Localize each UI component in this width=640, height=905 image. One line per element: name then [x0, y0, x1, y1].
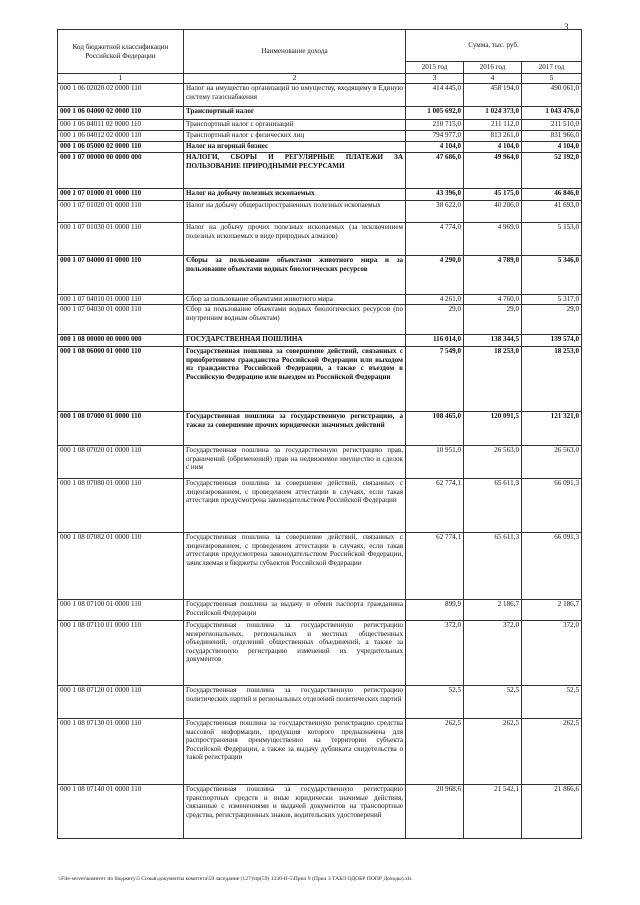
row-name: Государственная пошлина за совершение действий, связанных с лицензированием, с проведением аттестации в случаях, если такая аттестация предусмотрена законодательством Российской Федерации, зачисляемая в бюджеты субъектов Российской Федерации: [184, 533, 406, 600]
table-row: [58, 533, 582, 600]
header-name: Наименование дохода: [184, 30, 406, 74]
row-code: 000 1 07 01000 01 0000 110: [58, 189, 184, 201]
row-code: 000 1 06 04012 02 0000 110: [58, 131, 184, 142]
row-value-2015: 794 977,0: [406, 131, 464, 142]
row-value-2015: 38 622,0: [406, 201, 464, 223]
table-row: [58, 446, 582, 479]
row-value-2016: 262,5: [464, 719, 522, 785]
table-row: [58, 785, 582, 839]
row-code: 000 1 08 00000 00 0000 000: [58, 335, 184, 347]
row-name: ГОСУДАРСТВЕННАЯ ПОШЛИНА: [184, 335, 406, 347]
row-value-2015: 62 774,1: [406, 479, 464, 533]
header-year-2015: 2015 год: [406, 62, 464, 74]
row-name: Государственная пошлина за совершение действий, связанных с лицензированием, с проведением аттестации в случаях, если такая аттестация предусмотрена законодательством Российской Федерации: [184, 479, 406, 533]
row-name: Государственная пошлина за государственную регистрацию транспортных средств и иные юридически значимые действия, связанные с изменениями и выдачей документов на транспортные средства, регистрационных знаков, водительских удостоверений: [184, 785, 406, 839]
column-index: 3: [406, 74, 464, 84]
row-name: Государственная пошлина за выдачу и обмен паспорта гражданина Российской Федерации: [184, 600, 406, 621]
row-value-2017: 66 091,3: [522, 533, 582, 600]
row-value-2015: 47 686,0: [406, 153, 464, 189]
row-value-2016: 211 112,0: [464, 120, 522, 131]
row-value-2017: 18 253,0: [522, 347, 582, 412]
row-value-2017: 121 321,0: [522, 412, 582, 446]
row-name: Налог на добычу полезных ископаемых: [184, 189, 406, 201]
row-value-2015: 62 774,1: [406, 533, 464, 600]
row-code: 000 1 08 07082 01 0000 110: [58, 533, 184, 600]
row-value-2015: 372,0: [406, 621, 464, 686]
row-value-2016: 4 969,0: [464, 223, 522, 256]
header-code: Код бюджетной классификации Российской Федерации: [58, 30, 184, 74]
table-row: [58, 621, 582, 686]
row-name: Транспортный налог с организаций: [184, 120, 406, 131]
row-value-2016: 29,0: [464, 305, 522, 335]
row-code: 000 1 08 07120 01 0000 110: [58, 686, 184, 719]
row-value-2017: 831 966,0: [522, 131, 582, 142]
row-name: НАЛОГИ, СБОРЫ И РЕГУЛЯРНЫЕ ПЛАТЕЖИ ЗА ПОЛЬЗОВАНИЕ ПРИРОДНЫМИ РЕСУРСАМИ: [184, 153, 406, 189]
table-row: [58, 347, 582, 412]
row-value-2015: 1 005 692,0: [406, 107, 464, 120]
row-code: 000 1 07 01020 01 0000 110: [58, 201, 184, 223]
row-value-2016: 813 261,0: [464, 131, 522, 142]
table-row: [58, 131, 582, 142]
row-value-2016: 4 104,0: [464, 142, 522, 153]
row-value-2017: 5 317,0: [522, 295, 582, 305]
row-value-2015: 4 261,0: [406, 295, 464, 305]
row-value-2015: 116 014,0: [406, 335, 464, 347]
row-value-2017: 211 510,0: [522, 120, 582, 131]
row-value-2017: 2 186,7: [522, 600, 582, 621]
row-code: 000 1 08 07140 01 0000 110: [58, 785, 184, 839]
table-row: [58, 223, 582, 256]
row-value-2016: 40 206,0: [464, 201, 522, 223]
revenue-table: [57, 29, 582, 839]
row-value-2017: 490 061,0: [522, 84, 582, 107]
row-value-2017: 5 153,0: [522, 223, 582, 256]
table-row: [58, 686, 582, 719]
row-value-2017: 5 346,0: [522, 256, 582, 295]
row-value-2015: 210 715,0: [406, 120, 464, 131]
row-value-2015: 414 445,0: [406, 84, 464, 107]
row-value-2016: 21 542,1: [464, 785, 522, 839]
row-value-2016: 18 253,0: [464, 347, 522, 412]
row-value-2015: 43 396,0: [406, 189, 464, 201]
row-code: 000 1 06 04011 02 0000 110: [58, 120, 184, 131]
header-sum: Сумма, тыс. руб.: [406, 30, 582, 62]
row-value-2017: 21 866,6: [522, 785, 582, 839]
row-code: 000 1 08 06000 01 0000 110: [58, 347, 184, 412]
row-value-2017: 262,5: [522, 719, 582, 785]
row-value-2016: 26 563,0: [464, 446, 522, 479]
row-value-2015: 899,9: [406, 600, 464, 621]
row-value-2016: 372,0: [464, 621, 522, 686]
table-row: [58, 305, 582, 335]
row-code: 000 1 07 00000 00 0000 000: [58, 153, 184, 189]
row-value-2015: 7 549,0: [406, 347, 464, 412]
row-code: 000 1 08 07020 01 0000 110: [58, 446, 184, 479]
row-value-2016: 49 964,0: [464, 153, 522, 189]
column-index: 4: [464, 74, 522, 84]
row-code: 000 1 08 07110 01 0000 110: [58, 621, 184, 686]
row-name: Транспортный налог: [184, 107, 406, 120]
row-value-2017: 46 846,0: [522, 189, 582, 201]
row-value-2017: 372,0: [522, 621, 582, 686]
row-name: Налог на добычу общераспространенных полезных ископаемых: [184, 201, 406, 223]
row-code: 000 1 06 02020 02 0000 110: [58, 84, 184, 107]
column-index: 1: [58, 74, 184, 84]
row-code: 000 1 08 07080 01 0000 110: [58, 479, 184, 533]
row-value-2016: 1 024 373,0: [464, 107, 522, 120]
row-value-2016: 4 760,0: [464, 295, 522, 305]
row-name: Сбор за пользование объектами животного мира: [184, 295, 406, 305]
table-row: [58, 84, 582, 107]
row-name: Государственная пошлина за государственную регистрацию политических партий и региональных отделений политических партий: [184, 686, 406, 719]
table-row: [58, 479, 582, 533]
table-row: [58, 189, 582, 201]
row-value-2015: 262,5: [406, 719, 464, 785]
row-value-2017: 52 192,0: [522, 153, 582, 189]
row-value-2015: 20 968,6: [406, 785, 464, 839]
row-value-2017: 66 091,3: [522, 479, 582, 533]
row-code: 000 1 07 04030 01 0000 110: [58, 305, 184, 335]
table-row: [58, 719, 582, 785]
row-value-2016: 52,5: [464, 686, 522, 719]
row-value-2016: 458 194,0: [464, 84, 522, 107]
row-code: 000 1 08 07100 01 0000 110: [58, 600, 184, 621]
row-code: 000 1 06 04000 02 0000 110: [58, 107, 184, 120]
row-value-2016: 65 611,3: [464, 533, 522, 600]
row-name: Государственная пошлина за государственную регистрацию, а также за совершение прочих юридически значимых действий: [184, 412, 406, 446]
table-row: [58, 412, 582, 446]
row-code: 000 1 08 07000 01 0000 110: [58, 412, 184, 446]
row-value-2016: 65 611,3: [464, 479, 522, 533]
row-name: Сборы за пользование объектами животного мира и за пользование объектами водных биологических ресурсов: [184, 256, 406, 295]
row-value-2015: 4 290,0: [406, 256, 464, 295]
table-row: [58, 201, 582, 223]
row-name: Государственная пошлина за государственную регистрацию прав, ограничений (обременений) прав на недвижимое имущество и сделок с ним: [184, 446, 406, 479]
row-code: 000 1 07 04000 01 0000 110: [58, 256, 184, 295]
row-value-2016: 45 175,0: [464, 189, 522, 201]
row-value-2015: 4 774,0: [406, 223, 464, 256]
row-name: Сбор за пользование объектами водных биологических ресурсов (по внутренним водным объектам): [184, 305, 406, 335]
row-name: Налог на игорный бизнес: [184, 142, 406, 153]
row-name: Транспортный налог с физических лиц: [184, 131, 406, 142]
column-index: 5: [522, 74, 582, 84]
row-value-2017: 52,5: [522, 686, 582, 719]
page-number: 3: [564, 22, 569, 32]
table-row: [58, 142, 582, 153]
header-year-2017: 2017 год: [522, 62, 582, 74]
file-path-footer: \\File-server\комитет по бюджету\5 Созыв\документы комитета\59 заседание (127)\пр(59) 1330-II-5\Прил 9 (Прил 3 ТАБЛ ОДОБР ПОПР Доходы).xls: [58, 876, 412, 882]
row-name: Государственная пошлина за государственную регистрацию межрегиональных, региональных и местных общественных объединений, отделений общественных объединений, а также за государственную регистрацию изменений их учредительных документов: [184, 621, 406, 686]
row-value-2016: 120 091,5: [464, 412, 522, 446]
row-value-2015: 29,0: [406, 305, 464, 335]
row-value-2015: 10 951,0: [406, 446, 464, 479]
header-year-2016: 2016 год: [464, 62, 522, 74]
row-value-2017: 26 563,0: [522, 446, 582, 479]
row-value-2016: 4 789,0: [464, 256, 522, 295]
table-row: [58, 120, 582, 131]
row-value-2016: 2 186,7: [464, 600, 522, 621]
row-value-2015: 108 465,0: [406, 412, 464, 446]
row-value-2017: 29,0: [522, 305, 582, 335]
row-value-2015: 4 104,0: [406, 142, 464, 153]
table-row: [58, 107, 582, 120]
table-row: [58, 335, 582, 347]
table-row: [58, 295, 582, 305]
table-row: [58, 600, 582, 621]
row-value-2016: 138 344,5: [464, 335, 522, 347]
row-name: Государственная пошлина за совершение действий, связанных с приобретением гражданства Российской Федерации или выходом из гражданства Российской Федерации, а также с въездом в Российскую Федерацию или выездом из Российской Федерации: [184, 347, 406, 412]
row-code: 000 1 07 01030 01 0000 110: [58, 223, 184, 256]
table-row: [58, 153, 582, 189]
row-value-2017: 1 043 476,0: [522, 107, 582, 120]
row-code: 000 1 08 07130 01 0000 110: [58, 719, 184, 785]
column-index: 2: [184, 74, 406, 84]
row-value-2017: 4 104,0: [522, 142, 582, 153]
row-name: Налог на имущество организаций по имуществу, входящему в Единую систему газоснабжения: [184, 84, 406, 107]
table-row: [58, 256, 582, 295]
row-code: 000 1 07 04010 01 0000 110: [58, 295, 184, 305]
row-code: 000 1 06 05000 02 0000 110: [58, 142, 184, 153]
row-name: Государственная пошлина за государственную регистрацию средства массовой информации, продукция которого предназначена для распространения преимущественно на территории субъекта Российской Федерации, а также за выдачу дубликата свидетельства о такой регистрации: [184, 719, 406, 785]
row-value-2017: 139 574,0: [522, 335, 582, 347]
row-value-2015: 52,5: [406, 686, 464, 719]
row-name: Налог на добычу прочих полезных ископаемых (за исключением полезных ископаемых в виде природных алмазов): [184, 223, 406, 256]
row-value-2017: 41 693,0: [522, 201, 582, 223]
